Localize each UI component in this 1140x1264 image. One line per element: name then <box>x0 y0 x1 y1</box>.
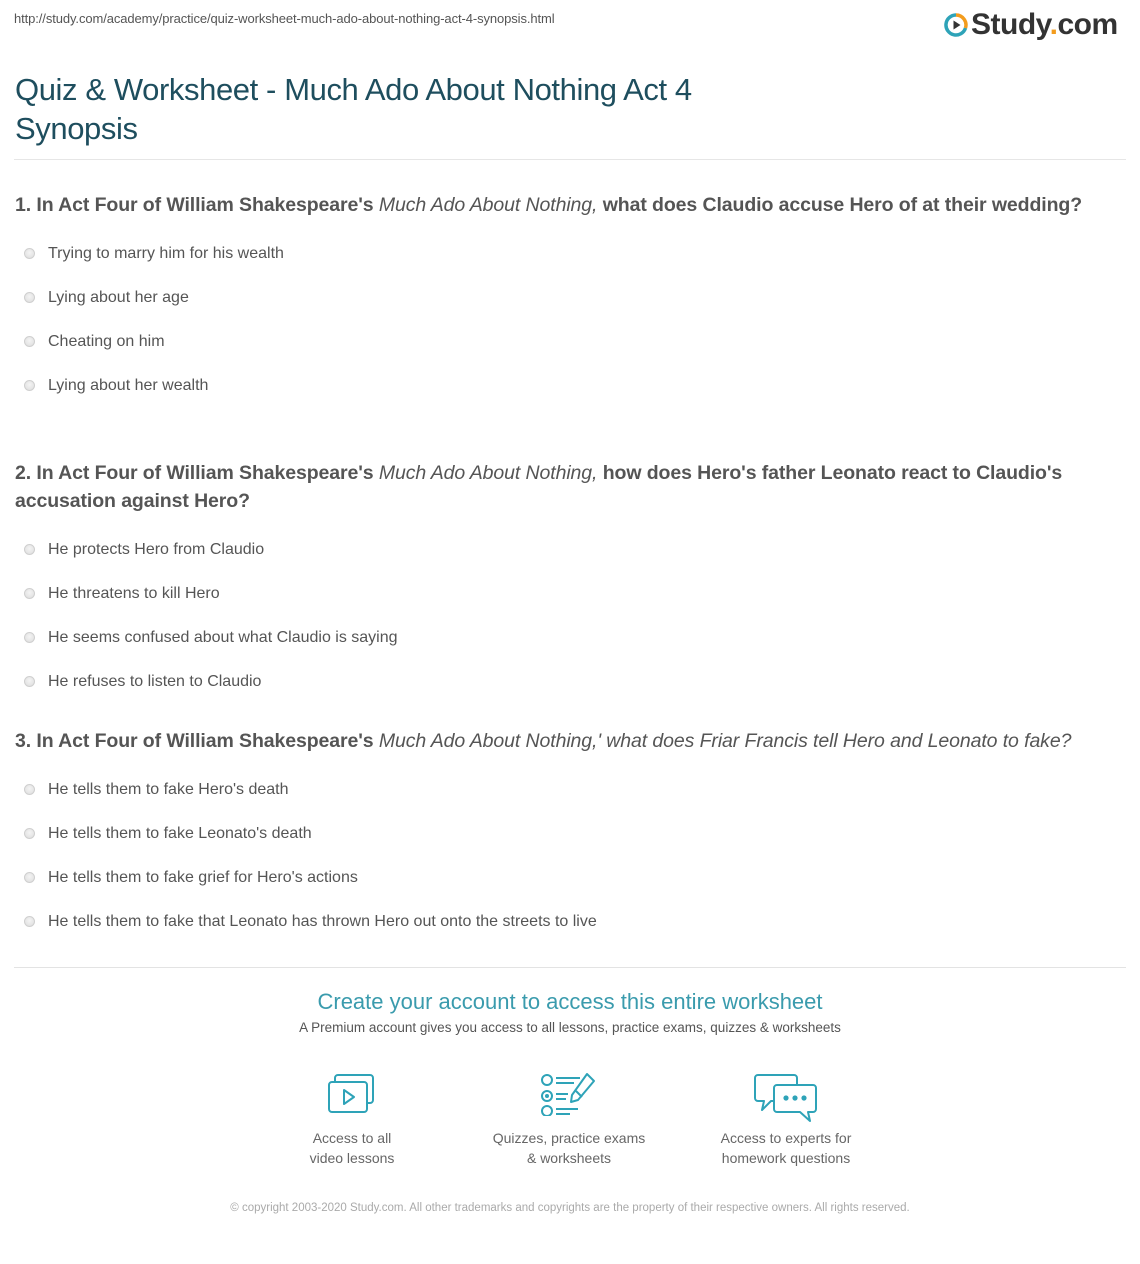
answer-option[interactable]: He refuses to listen to Claudio <box>15 660 1130 704</box>
feature-label: Access to experts for homework questions <box>720 1130 852 1166</box>
answer-options <box>15 768 1130 944</box>
copyright-notice: © copyright 2003-2020 Study.com. All other trademarks and copyrights are the property of their respective owners. All rights reserved. <box>230 1202 910 1214</box>
quiz-checklist-icon <box>540 1072 598 1116</box>
feature-experts <box>686 1072 886 1168</box>
logo-wordmark: Study.com <box>971 8 1118 41</box>
answer-option[interactable]: He protects Hero from Claudio <box>15 528 1130 572</box>
question-2 <box>15 459 1130 704</box>
question-text: 2. In Act Four of William Shakespeare's Much Ado About Nothing, how does Hero's father Leonato react to Claudio's accusation against Hero? <box>15 462 1063 512</box>
radio-button[interactable] <box>24 632 35 643</box>
question-1 <box>15 191 1130 408</box>
question-text: 3. In Act Four of William Shakespeare's Much Ado About Nothing,' what does Friar Francis tell Hero and Leonato to fake? <box>15 730 1072 752</box>
question-3 <box>15 727 1130 944</box>
video-lessons-icon <box>326 1072 378 1116</box>
radio-button[interactable] <box>24 872 35 883</box>
radio-button[interactable] <box>24 248 35 259</box>
answer-option[interactable]: Trying to marry him for his wealth <box>15 232 1130 276</box>
answer-option[interactable]: Cheating on him <box>15 320 1130 364</box>
radio-button[interactable] <box>24 544 35 555</box>
answer-option[interactable]: Lying about her wealth <box>15 364 1130 408</box>
page-url: http://study.com/academy/practice/quiz-worksheet-much-ado-about-nothing-act-4-synopsis.html <box>14 11 555 26</box>
premium-description: A Premium account gives you access to all lessons, practice exams, quizzes & worksheets <box>299 1020 841 1035</box>
question-text: 1. In Act Four of William Shakespeare's Much Ado About Nothing, what does Claudio accuse Hero of at their wedding? <box>15 194 1083 216</box>
answer-option[interactable]: He seems confused about what Claudio is saying <box>15 616 1130 660</box>
answer-option[interactable]: He threatens to kill Hero <box>15 572 1130 616</box>
feature-label: Quizzes, practice exams & worksheets <box>492 1130 646 1166</box>
study-com-logo[interactable] <box>944 8 1118 42</box>
answer-option[interactable]: He tells them to fake Leonato's death <box>15 812 1130 856</box>
answer-option[interactable]: He tells them to fake Hero's death <box>15 768 1130 812</box>
answer-option[interactable]: He tells them to fake that Leonato has thrown Hero out onto the streets to live <box>15 900 1130 944</box>
section-divider <box>14 967 1126 968</box>
feature-quizzes <box>469 1072 669 1168</box>
play-circle-icon <box>944 13 968 37</box>
radio-button[interactable] <box>24 588 35 599</box>
radio-button[interactable] <box>24 828 35 839</box>
answer-option[interactable]: Lying about her age <box>15 276 1130 320</box>
answer-options <box>15 232 1130 408</box>
radio-button[interactable] <box>24 336 35 347</box>
radio-button[interactable] <box>24 916 35 927</box>
radio-button[interactable] <box>24 676 35 687</box>
feature-video-lessons <box>252 1072 452 1168</box>
answer-option[interactable]: He tells them to fake grief for Hero's actions <box>15 856 1130 900</box>
radio-button[interactable] <box>24 292 35 303</box>
radio-button[interactable] <box>24 380 35 391</box>
create-account-link[interactable]: Create your account to access this entire worksheet <box>317 989 823 1014</box>
answer-options <box>15 528 1130 704</box>
header-divider <box>14 159 1126 160</box>
page-title: Quiz & Worksheet - Much Ado About Nothing Act 4 Synopsis <box>15 72 692 146</box>
chat-bubbles-icon <box>754 1072 818 1122</box>
feature-label: Access to all video lessons <box>309 1130 395 1166</box>
radio-button[interactable] <box>24 784 35 795</box>
